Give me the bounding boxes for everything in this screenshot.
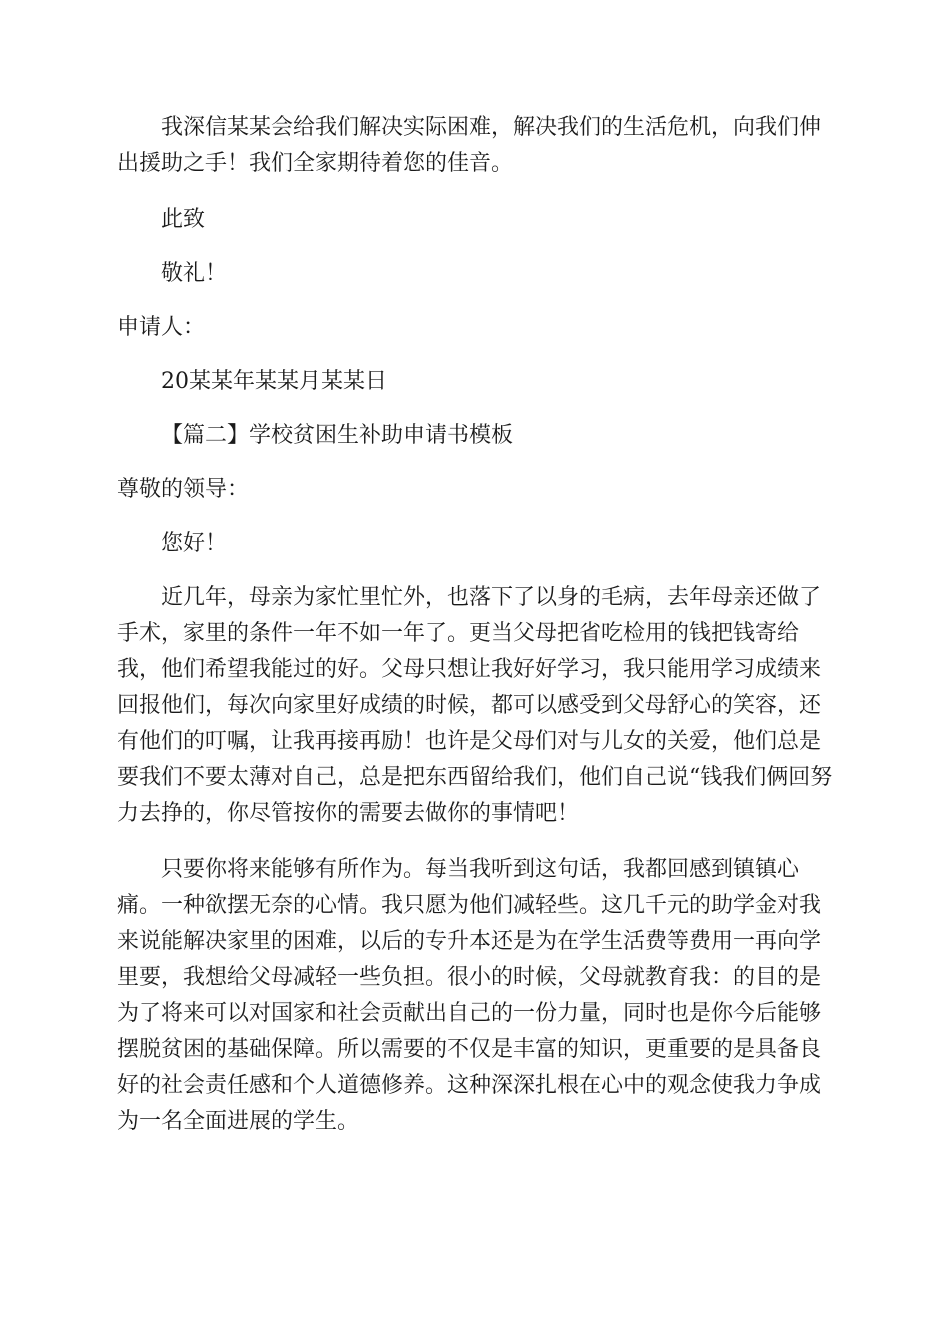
greeting-hello: 您好！: [161, 531, 228, 556]
paragraph-aspiration: 只要你将来能够有所作为。每当我听到这句话，我都回感到镇镇心痛。一种欲摆无奈的心情。我只愿为他们减轻些。这几千元的助学金对我来说能解决家里的困难，以后的专升本还是为在学生活费等费用一再向学里要，我想给父母减轻一些负担。很小的时候，父母就教育我：的目的是为了将来可以对国家和社会贡献出自己的一份力量，同时也是你今后能够摆脱贫困的基础保障。所以需要的不仅是丰富的知识，更重要的是具备良好的社会责任感和个人道德修养。这种深深扎根在心中的观念使我力争成为一名全面进展的学生。: [117, 857, 822, 1134]
section-heading: 【篇二】学校贫困生补助申请书模板: [161, 423, 514, 448]
paragraph-salutation-ci-zhi: 此致: [161, 207, 206, 232]
date-line: 20某某年某某月某某日: [161, 369, 387, 394]
document-body: [117, 110, 833, 1140]
greeting-recipient: 尊敬的领导：: [117, 477, 250, 502]
applicant-label: 申请人：: [117, 315, 206, 340]
paragraph-closing-hope: 我深信某某会给我们解决实际困难，解决我们的生活危机，向我们伸出援助之手！我们全家期待着您的佳音。: [117, 115, 822, 176]
paragraph-salutation-jing-li: 敬礼！: [161, 261, 228, 286]
paragraph-family-situation: 近几年，母亲为家忙里忙外，也落下了以身的毛病，去年母亲还做了手术，家里的条件一年不如一年了。更当父母把省吃检用的钱把钱寄给我，他们希望我能过的好。父母只想让我好好学习，我只能用学习成绩来回报他们，每次向家里好成绩的时候，都可以感受到父母舒心的笑容，还有他们的叮嘱，让我再接再励！也许是父母们对与儿女的关爱，他们总是要我们不要太薄对自己，总是把东西留给我们，他们自己说“钱我们俩回努力去挣的，你尽管按你的需要去做你的事情吧！: [117, 585, 833, 826]
